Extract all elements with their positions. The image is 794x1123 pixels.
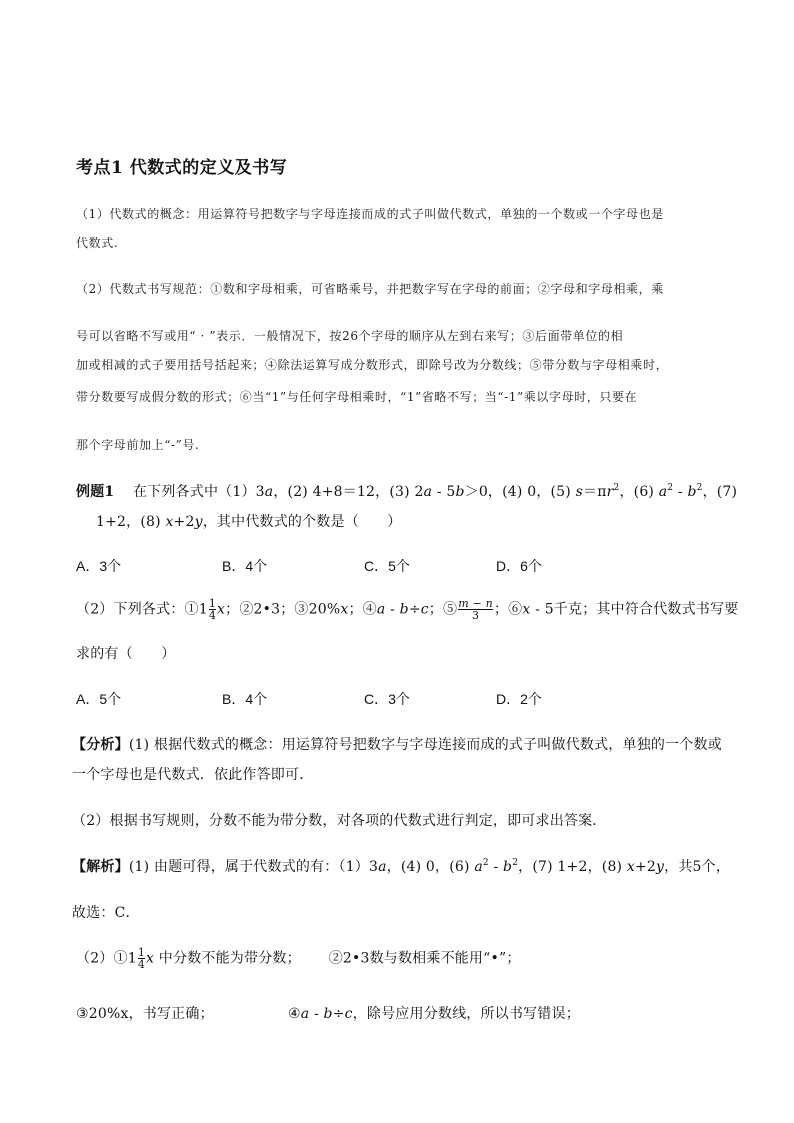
example-q1-line1 <box>76 481 737 501</box>
solution-item4: ④a - b÷c，除号应用分数线，所以书写错误； <box>288 1006 580 1022</box>
concept-para1-line1: （1）代数式的概念：用运算符号把数字与字母连接而成的式子叫做代数式，单独的一个数或一个字母也是 <box>76 207 664 221</box>
analysis-p1-line1: (1) 根据代数式的概念：用运算符号把数字与字母连接而成的式子叫做代数式，单独的一个数或 <box>128 737 722 753</box>
solution-item1-2: （2）①1 $\frac{1}{4}$ x 中分数不能为带分数； ②2•3数与数相乘不能用“•”； <box>76 946 521 971</box>
analysis-p2: （2）根据书写规则，分数不能为带分数，对各项的代数式进行判定，即可求出答案． <box>72 813 607 829</box>
solution-answer-list: (1) 由题可得，属于代数式的有：（1）3a，(4) 0，(6) $a^2 - b^2$，(7) 1+2，(8) x+2y，共5个， <box>128 858 731 875</box>
example-q1-part2: 1+2，(8) <box>96 514 166 530</box>
example-q2-line1: （2）下列各式：①1 $\frac{1}{4}$ x；②2•3；③20%x；④a - b÷c；⑤ $\frac{m - n}{3}$ ；⑥x - 5千克；其中符合代数式书写要 <box>76 597 739 622</box>
example-q1-tail: ，其中代数式的个数是（ ） <box>202 514 402 530</box>
example-label: 例题1 <box>76 484 115 500</box>
q1-option-b: B．4个 <box>222 558 268 574</box>
q2-option-b: B．4个 <box>222 691 268 707</box>
concept-para2-line2: 号可以省略不写或用“ · ”表示．一般情况下，按26个字母的顺序从左到右来写；③后面带单位的相 <box>76 329 624 343</box>
example-q1-line2: 1+2，(8) x+2y，其中代数式的个数是（ ） <box>96 514 402 530</box>
analysis-tag: 【分析】 <box>72 737 129 753</box>
solution-tag: 【解析】 <box>72 859 129 875</box>
section-title: 考点1 代数式的定义及书写 <box>76 158 288 178</box>
example-q1-intro: 在下列各式中（1）3a，(2) 4+8＝12，(3) 2a - 5b＞0，(4) 0，(5) $s=\pi r^2$，(6) $a^2 - b^2$，(7) <box>132 483 738 500</box>
q1-option-a: A．3个 <box>76 558 122 574</box>
concept-para2-line4: 带分数要写成假分数的形式；⑥当“1”与任何字母相乘时，“1”省略不写；当“-1”乘以字母时，只要在 <box>76 390 638 404</box>
q2-option-d: D．2个 <box>496 691 542 707</box>
solution-item4-tail: ，除号应用分数线，所以书写错误； <box>352 1006 580 1022</box>
q2-option-a: A．5个 <box>76 691 122 707</box>
concept-para2-line5: 那个字母前加上“-”号. <box>76 438 200 452</box>
example-q2-line2: 求的有（ ） <box>76 646 176 662</box>
analysis-p1-line2: 一个字母也是代数式．依此作答即可． <box>72 767 314 783</box>
fraction-one-quarter-2: $\frac{1}{4}$ <box>137 946 146 971</box>
fraction-m-minus-n-over-3: $\frac{m - n}{3}$ <box>458 597 493 622</box>
concept-para2-line3: 加或相减的式子要用括号括起来；④除法运算写成分数形式，即除号改为分数线；⑤带分数与字母相乘时， <box>76 358 669 372</box>
solution-line2: 故选：C． <box>72 905 140 921</box>
solution-line1 <box>72 856 730 876</box>
q1-option-c: C．5个 <box>364 558 410 574</box>
solution-item3: ③20%x，书写正确； <box>76 1006 214 1022</box>
q2-intro: （2）下列各式：①1 <box>76 601 208 618</box>
q1-option-d: D．6个 <box>496 558 542 574</box>
concept-para1-line2: 代数式. <box>76 236 119 250</box>
analysis-line1 <box>72 734 722 754</box>
fraction-one-quarter: $\frac{1}{4}$ <box>208 597 217 622</box>
concept-para2-line1: （2）代数式书写规范：①数和字母相乘，可省略乘号，并把数字写在字母的前面；②字母和字母相乘，乘 <box>76 282 664 296</box>
q2-option-c: C．3个 <box>364 691 410 707</box>
